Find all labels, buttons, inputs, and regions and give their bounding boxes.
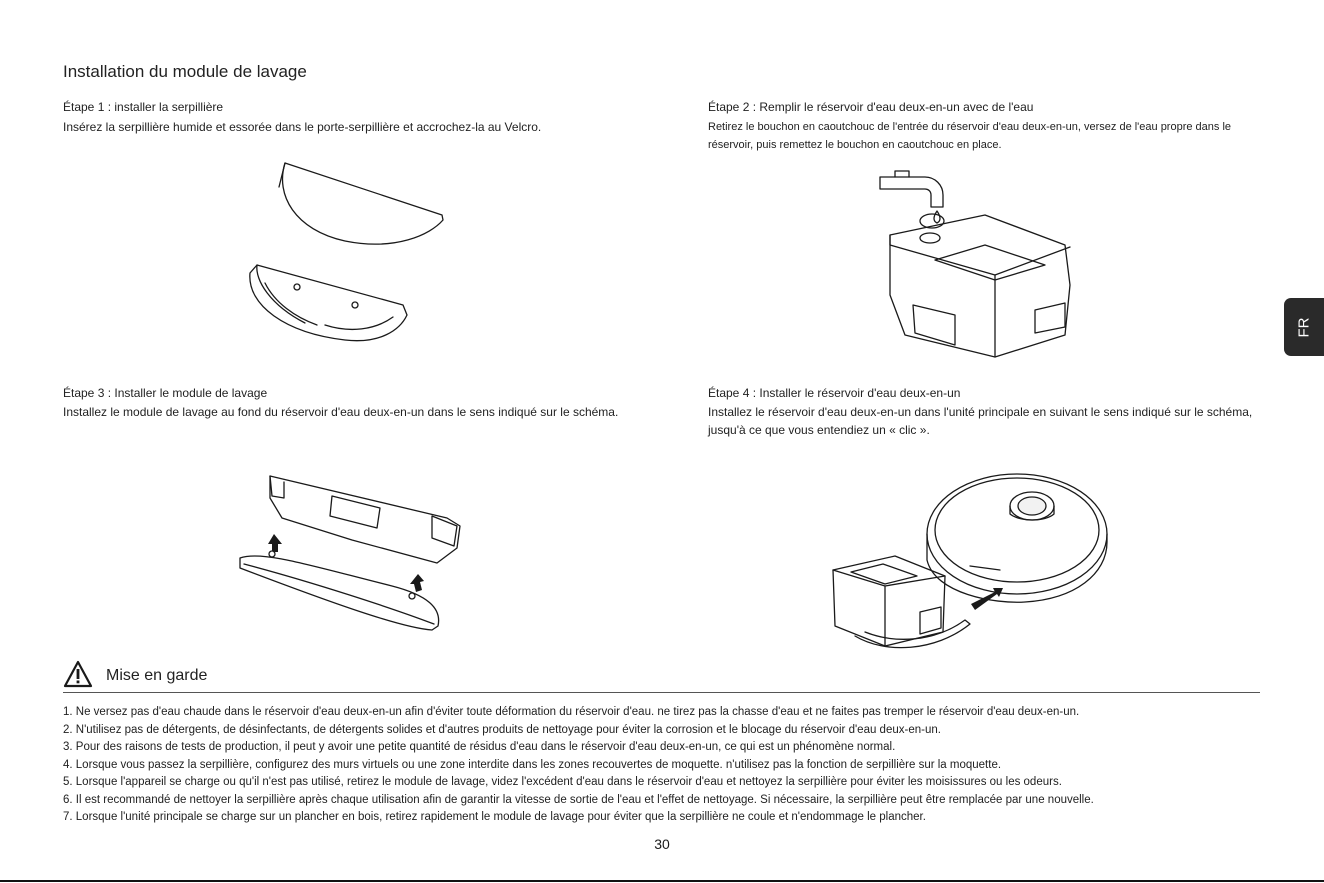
step-2-text: Retirez le bouchon en caoutchouc de l'entrée du réservoir d'eau deux-en-un, versez de l'eau propre dans le réservoir, puis remettez le bouchon en caoutchouc en place. [708,121,1232,151]
caution-item: 4. Lorsque vous passez la serpillière, configurez des murs virtuels ou une zone interdite dans les zones recouvertes de moquette. n'utilisez pas la fonction de serpillière sur la moquette. [63,758,1002,771]
caution-item: 1. Ne versez pas d'eau chaude dans le réservoir d'eau deux-en-un afin d'éviter toute déformation du réservoir d'eau. ne tirez pas la chasse d'eau et ne faites pas tremper le réservoir d'eau deux-en-un. [63,706,1080,718]
caution-item: 2. N'utilisez pas de détergents, de désinfectants, de détergents solides et d'autres produits de nettoyage pour éviter la corrosion et le blocage du réservoir d'eau deux-en-un. [63,723,941,736]
step-3-text: Installez le module de lavage au fond du réservoir d'eau deux-en-un dans le sens indiqué sur le schéma. [63,405,619,419]
caution-title: Mise en garde [106,667,208,684]
step-1-title: Étape 1 : installer la serpillière [63,100,224,114]
language-tab-label: FR [1295,317,1313,337]
step-4-text: Installez le réservoir d'eau deux-en-un dans l'unité principale en suivant le sens indiqué sur le schéma, jusqu'à ce que vous entendiez un « clic ». [708,405,1253,437]
step-3-title: Étape 3 : Installer le module de lavage [63,386,268,400]
page-bottom-border [0,880,1324,882]
caution-item: 3. Pour des raisons de tests de production, il peut y avoir une petite quantité de résidus d'eau dans le réservoir d'eau deux-en-un, ce qui est un phénomène normal. [63,741,896,753]
step-1-text: Insérez la serpillière humide et essorée dans le porte-serpillière et accrochez-la au Velcro. [63,120,542,134]
water-tank-fill-illustration [875,165,1080,365]
mop-cloth-illustration [235,155,455,350]
caution-divider [63,692,1260,693]
caution-list [63,704,1293,827]
step-4-title: Étape 4 : Installer le réservoir d'eau deux-en-un [708,386,961,400]
language-tab[interactable] [1284,298,1324,356]
mop-module-install-illustration [232,468,472,638]
page-title: Installation du module de lavage [63,62,307,81]
robot-tank-install-illustration [825,464,1125,654]
step-2-title: Étape 2 : Remplir le réservoir d'eau deux-en-un avec de l'eau [708,100,1034,114]
caution-item: 6. Il est recommandé de nettoyer la serpillière après chaque utilisation afin de garantir la vitesse de sortie de l'eau et l'effet de nettoyage. Si nécessaire, la serpillière peut être remplacée par une nouvelle. [63,793,1094,806]
warning-triangle-icon [63,660,93,688]
caution-item: 7. Lorsque l'unité principale se charge sur un plancher en bois, retirez rapidement le module de lavage pour éviter que la serpillière ne coule et n'endommage le plancher. [63,811,926,823]
page-number: 30 [654,836,670,852]
caution-item: 5. Lorsque l'appareil se charge ou qu'il n'est pas utilisé, retirez le module de lavage, videz l'excédent d'eau dans le réservoir d'eau et nettoyez la serpillière pour éviter les moisissures ou les odeurs. [63,776,1062,788]
